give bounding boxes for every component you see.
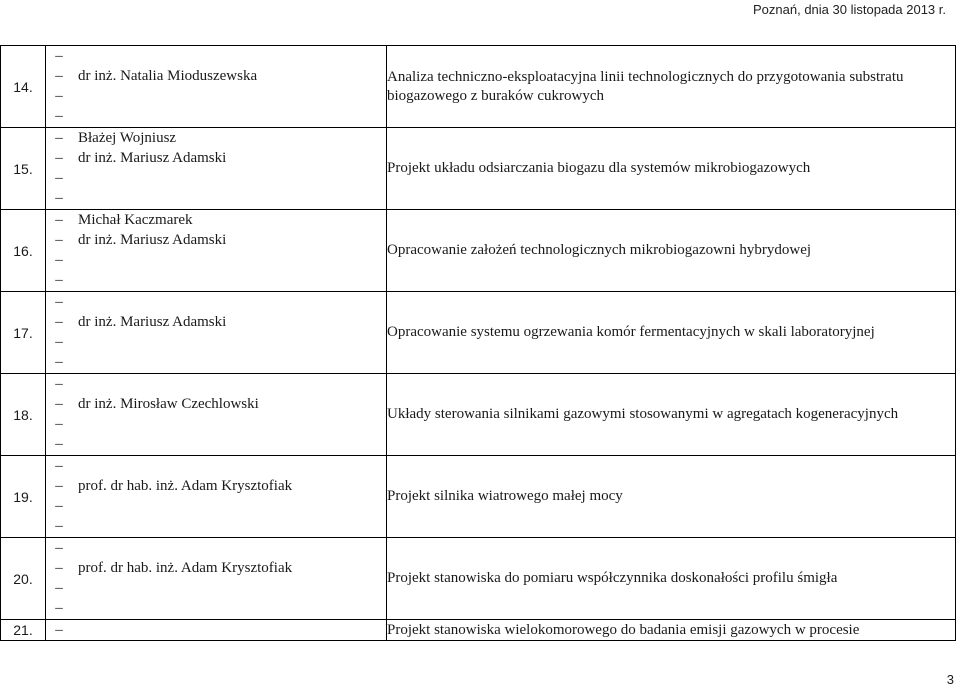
- author-line: [46, 333, 386, 353]
- author-name: dr inż. Mirosław Czechlowski: [78, 396, 259, 412]
- dash-bullet: –: [55, 252, 63, 268]
- dash-bullet: –: [55, 396, 63, 412]
- thesis-title-cell: [387, 456, 956, 538]
- author-line: [46, 477, 386, 497]
- dash-bullet: –: [55, 48, 63, 64]
- dash-bullet: –: [55, 334, 63, 350]
- dash-bullet: –: [55, 232, 63, 248]
- author-line: [46, 313, 386, 333]
- author-name: dr inż. Mariusz Adamski: [78, 314, 227, 330]
- thesis-title: Projekt stanowiska do pomiaru współczynnika doskonałości profilu śmigła: [387, 570, 838, 586]
- thesis-title-cell: [387, 210, 956, 292]
- author-line: [46, 87, 386, 107]
- author-line: [46, 211, 386, 231]
- thesis-title-cell: [387, 128, 956, 210]
- dash-bullet: –: [55, 458, 63, 474]
- table-row: [1, 620, 956, 641]
- dash-bullet: –: [55, 88, 63, 104]
- dash-bullet: –: [55, 518, 63, 534]
- row-number: 16.: [1, 210, 46, 292]
- authors-cell: [46, 128, 387, 210]
- thesis-table: [0, 45, 956, 641]
- place-date-header: Poznań, dnia 30 listopada 2013 r.: [753, 2, 946, 17]
- authors-cell: [46, 374, 387, 456]
- table-row: [1, 456, 956, 538]
- dash-bullet: –: [55, 212, 63, 228]
- thesis-title: Opracowanie systemu ogrzewania komór fermentacyjnych w skali laboratoryjnej: [387, 324, 875, 340]
- authors-cell: [46, 292, 387, 374]
- table-row: [1, 46, 956, 128]
- author-line: [46, 231, 386, 251]
- dash-bullet: –: [55, 150, 63, 166]
- thesis-title: Układy sterowania silnikami gazowymi stosowanymi w agregatach kogeneracyjnych: [387, 406, 899, 422]
- author-name: dr inż. Mariusz Adamski: [78, 232, 227, 248]
- row-number: 15.: [1, 128, 46, 210]
- dash-bullet: –: [55, 436, 63, 452]
- dash-bullet: –: [55, 478, 63, 494]
- dash-bullet: –: [55, 416, 63, 432]
- authors-cell: [46, 46, 387, 128]
- author-line: [46, 620, 386, 640]
- author-line: [46, 457, 386, 477]
- dash-bullet: –: [55, 170, 63, 186]
- author-line: [46, 271, 386, 291]
- author-line: [46, 599, 386, 619]
- author-line: [46, 251, 386, 271]
- dash-bullet: –: [55, 376, 63, 392]
- authors-cell: [46, 538, 387, 620]
- author-name: dr inż. Natalia Mioduszewska: [78, 68, 258, 84]
- row-number: 19.: [1, 456, 46, 538]
- row-number: 14.: [1, 46, 46, 128]
- author-line: [46, 353, 386, 373]
- dash-bullet: –: [55, 130, 63, 146]
- table-row: [1, 128, 956, 210]
- thesis-title: Projekt silnika wiatrowego małej mocy: [387, 488, 623, 504]
- author-name: Błażej Wojniusz: [78, 130, 177, 146]
- author-name: prof. dr hab. inż. Adam Krysztofiak: [78, 478, 293, 494]
- author-line: [46, 107, 386, 127]
- dash-bullet: –: [55, 498, 63, 514]
- author-name: Michał Kaczmarek: [78, 212, 193, 228]
- dash-bullet: –: [55, 600, 63, 616]
- thesis-title-cell: [387, 374, 956, 456]
- dash-bullet: –: [55, 294, 63, 310]
- thesis-title: Analiza techniczno-eksploatacyjna linii technologicznych do przygotowania substratu biogazowego z buraków cukrowych: [387, 68, 904, 104]
- author-line: [46, 169, 386, 189]
- author-line: [46, 395, 386, 415]
- author-name: prof. dr hab. inż. Adam Krysztofiak: [78, 560, 293, 576]
- author-line: [46, 375, 386, 395]
- dash-bullet: –: [55, 580, 63, 596]
- author-line: [46, 517, 386, 537]
- author-line: [46, 189, 386, 209]
- authors-cell: [46, 210, 387, 292]
- table-row: [1, 292, 956, 374]
- thesis-title: Opracowanie założeń technologicznych mikrobiogazowni hybrydowej: [387, 242, 812, 258]
- author-line: [46, 435, 386, 455]
- dash-bullet: –: [55, 354, 63, 370]
- author-line: [46, 67, 386, 87]
- authors-cell: [46, 620, 387, 641]
- dash-bullet: –: [55, 560, 63, 576]
- author-line: [46, 47, 386, 67]
- dash-bullet: –: [55, 190, 63, 206]
- thesis-title-cell: [387, 292, 956, 374]
- author-line: [46, 539, 386, 559]
- row-number: 21.: [1, 620, 46, 641]
- author-line: [46, 497, 386, 517]
- author-name: dr inż. Mariusz Adamski: [78, 150, 227, 166]
- dash-bullet: –: [55, 68, 63, 84]
- dash-bullet: –: [55, 272, 63, 288]
- thesis-title-cell: [387, 46, 956, 128]
- author-line: [46, 559, 386, 579]
- thesis-title-cell: [387, 620, 956, 641]
- dash-bullet: –: [55, 540, 63, 556]
- author-line: [46, 579, 386, 599]
- dash-bullet: –: [55, 621, 63, 638]
- table-row: [1, 538, 956, 620]
- author-line: [46, 129, 386, 149]
- row-number: 18.: [1, 374, 46, 456]
- thesis-title: Projekt stanowiska wielokomorowego do badania emisji gazowych w procesie: [387, 621, 860, 638]
- author-line: [46, 293, 386, 313]
- thesis-title-cell: [387, 538, 956, 620]
- row-number: 20.: [1, 538, 46, 620]
- dash-bullet: –: [55, 108, 63, 124]
- authors-cell: [46, 456, 387, 538]
- row-number: 17.: [1, 292, 46, 374]
- dash-bullet: –: [55, 314, 63, 330]
- page-number: 3: [946, 672, 954, 687]
- author-line: [46, 149, 386, 169]
- table-row: [1, 374, 956, 456]
- table-row: [1, 210, 956, 292]
- thesis-title: Projekt układu odsiarczania biogazu dla systemów mikrobiogazowych: [387, 160, 811, 176]
- author-line: [46, 415, 386, 435]
